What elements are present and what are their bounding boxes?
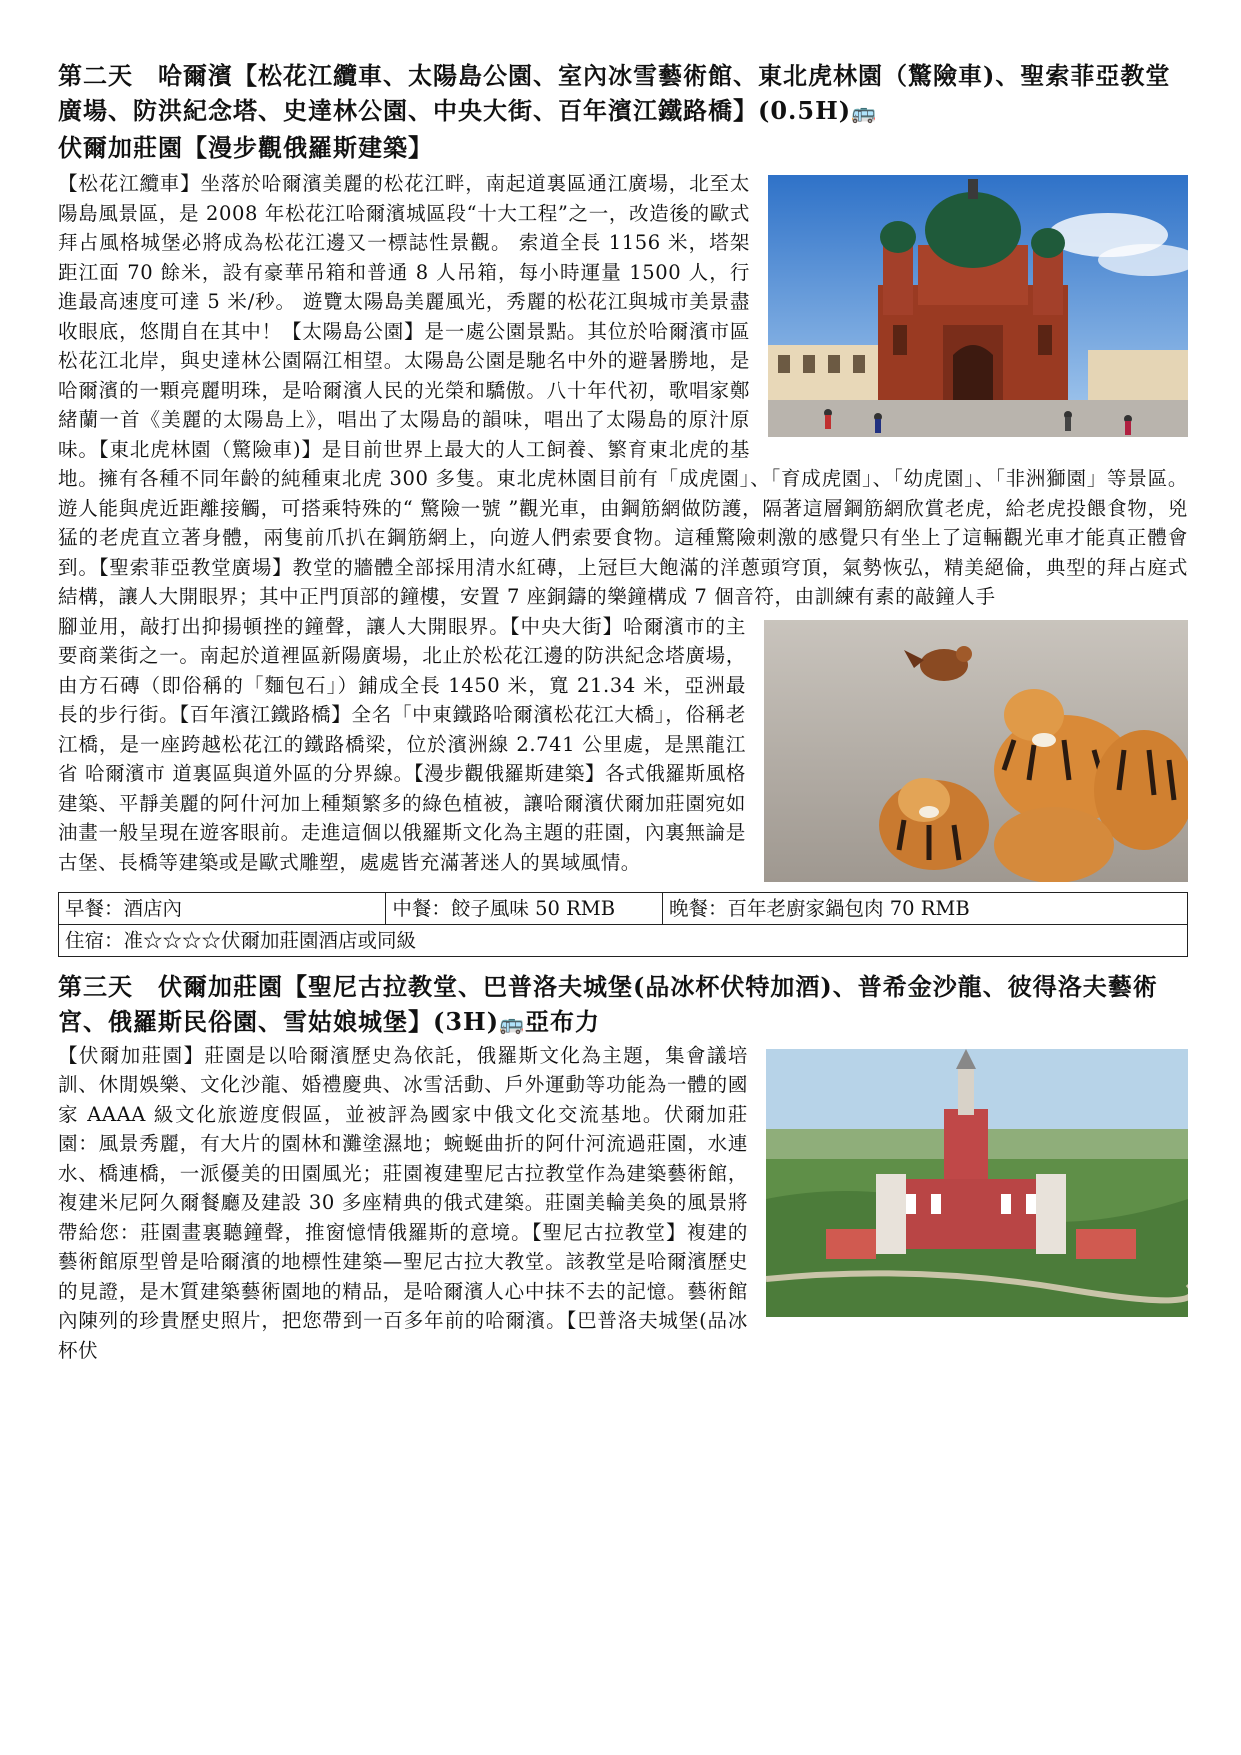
day2-title	[58, 58, 1188, 165]
day2-title-text: 第二天 哈爾濱【松花江纜車、太陽島公園、室內冰雪藝術館、東北虎林園（驚險車)、聖索菲亞教堂廣場、防洪紀念塔、史達林公園、中央大街、百年濱江鐵路橋】(0.5H)	[58, 61, 1171, 125]
day3-section	[58, 969, 1188, 1366]
day2-meals-table	[58, 892, 1188, 957]
day3-title-text: 第三天 伏爾加莊園【聖尼古拉教堂、巴普洛夫城堡(品冰杯伏特加酒)、普希金沙龍、彼得洛夫藝術宮、俄羅斯民俗園、雪姑娘城堡】(3H)	[58, 971, 1158, 1036]
day3-title	[58, 969, 1188, 1041]
day2-title-line2: 伏爾加莊園【漫步觀俄羅斯建築】	[58, 133, 433, 162]
manor-photo	[766, 1049, 1188, 1317]
breakfast-cell: 早餐：酒店內	[59, 892, 386, 924]
day3-para1: 【伏爾加莊園】莊園是以哈爾濱歷史為依託，俄羅斯文化為主題，集會議培訓、休閒娛樂、文化沙龍、婚禮慶典、冰雪活動、戶外運動等功能為一體的國家 AAAA 級文化旅遊度假區，並被評為國家中俄文化交流基地。伏爾加莊園：風景秀麗，有大片的園林和灘塗濕地；蜿蜒曲折的阿什河流過莊園，水連水、橋連橋，一派優美的田園風光；莊園複建聖尼古拉教堂作為建築藝術館，複建米尼阿久爾餐廳及建設 30 多座精典的俄式建築。莊園美輪美奐的風景將帶給您：莊園畫裏聽鐘聲，推窗憶情俄羅斯的意境。【聖尼古拉教堂】複建的藝術館原型曾是哈爾濱的地標性建築—聖尼古拉大教堂。該教堂是哈爾濱歷史的見證，是木質建築藝術園地的精品，是哈爾濱人心中抹不去的記憶。藝術館內陳列的珍貴歷史照片，把您帶到一百多年前的哈爾濱。【巴普洛夫城堡(品冰杯伏	[58, 1043, 748, 1362]
bus-icon: 🚌	[851, 100, 878, 124]
dinner-cell: 晚餐：百年老廚家鍋包肉 70 RMB	[663, 892, 1188, 924]
day2-body	[58, 169, 1188, 957]
lunch-cell: 中餐：餃子風味 50 RMB	[386, 892, 663, 924]
day2-para1: 【松花江纜車】坐落於哈爾濱美麗的松花江畔，南起道裏區通江廣場，北至太陽島風景區，是 2008 年松花江哈爾濱城區段“十大工程”之一，改造後的歐式拜占風格城堡必將成為松花江邊又一標誌性景觀。 索道全長 1156 米，塔架距江面 70 餘米，設有豪華吊箱和普通 8 人吊箱，每小時運量 1500 人，行進最高速度可達 5 米/秒。 遊覽太陽島美麗風光，秀麗的松花江與城市美景盡收眼底，悠閒自在其中！【太陽島公園】是一處公園景點。其位於哈爾濱市區松花江北岸，與史達林公園隔江相望。太陽島公園是馳名中外的避暑勝地，是哈爾濱的一顆亮麗明珠，是哈爾濱人民的光榮和驕傲。八十年代初，歌唱家鄭緒蘭一首《美麗的太陽島上》，唱出了太陽島的韻味，唱出了太陽島的原汁原味。【東北虎林園（驚險車)】是目前世界上最大的人工飼養、繁育東北虎的基地。擁有各種不同年齡的純種東北虎 300 多隻。東北虎林園目前有「成虎園」、「育成虎園」、「幼虎園」、「非洲獅園」等景區。遊人能與虎近距離接觸，可搭乘特殊的“ 驚險一號 ”觀光車，由鋼筋網做防護，隔著這層鋼筋網欣賞老虎，給老虎投餵食物，兇猛的老虎直立著身體，兩隻前爪扒在鋼筋網上，向遊人們索要食物。這種驚險刺激的感覺只有坐上了這輛觀光車才能真正體會到。【聖索菲亞教堂廣場】教堂的牆體全部採用清水紅磚，上冠巨大飽滿的洋蔥頭穹頂，氣勢恢弘，精美絕倫，典型的拜占庭式結構，讓人大開眼界；其中正門頂部的鐘樓，安置 7 座銅鑄的樂鐘構成 7 個音符，由訓練有素的敲鐘人手	[58, 172, 1188, 608]
bus-icon-day3: 🚌	[499, 1010, 525, 1035]
cathedral-photo	[768, 175, 1188, 437]
itinerary-page	[58, 58, 1188, 1365]
hotel-cell: 住宿：准☆☆☆☆伏爾加莊園酒店或同級	[59, 924, 1188, 956]
day3-title-tail: 亞布力	[525, 1006, 600, 1036]
tigers-photo	[764, 620, 1188, 882]
day2-para2: 腳並用，敲打出抑揚頓挫的鐘聲，讓人大開眼界。【中央大街】哈爾濱市的主要商業街之一。南起於道裡區新陽廣場，北止於松花江邊的防洪紀念塔廣場，由方石磚（即俗稱的「麵包石」）鋪成全長 1450 米，寬 21.34 米，亞洲最長的步行街。【百年濱江鐵路橋】全名「中東鐵路哈爾濱松花江大橋」，俗稱老江橋，是一座跨越松花江的鐵路橋梁，位於濱洲線 2.741 公里處，是黑龍江省 哈爾濱市 道裏區與道外區的分界線。【漫步觀俄羅斯建築】各式俄羅斯風格建築、平靜美麗的阿什河加上種類繁多的綠色植被，讓哈爾濱伏爾加莊園宛如油畫一般呈現在遊客眼前。走進這個以俄羅斯文化為主題的莊園，內裏無論是古堡、長橋等建築或是歐式雕塑，處處皆充滿著迷人的異域風情。	[58, 614, 746, 874]
